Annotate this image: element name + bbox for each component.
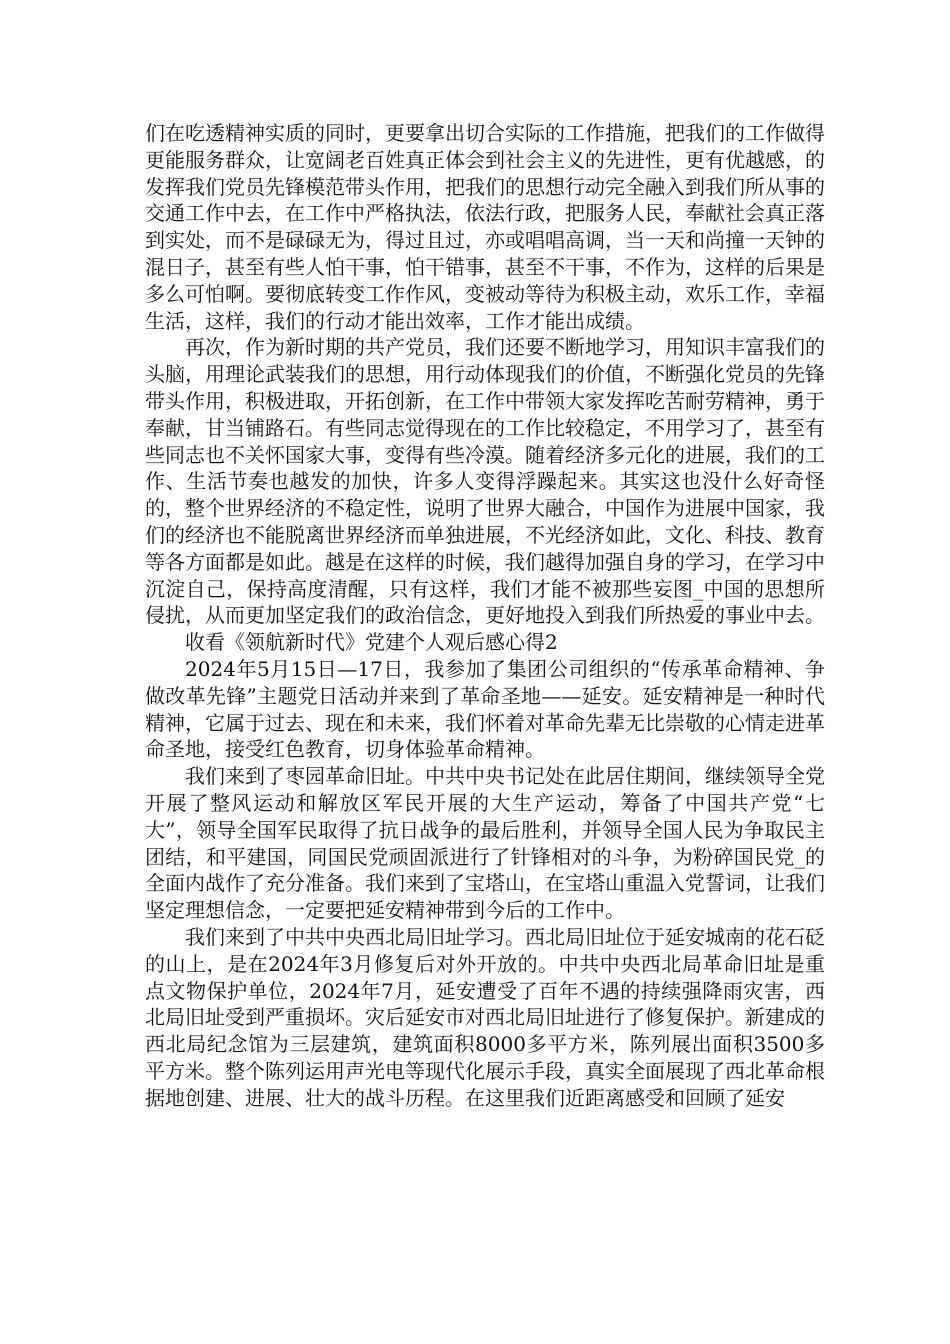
paragraph-continuous-learning: 再次，作为新时期的共产党员，我们还要不断地学习，用知识丰富我们的头脑，用理论武装我们的思想，用行动体现我们的价值，不断强化党员的先锋带头作用，积极进取，开拓创新，在工作中带领大家发挥吃苦耐劳精神，勇于奉献，甘当铺路石。有些同志觉得现在的工作比较稳定，不用学习了，甚至有些同志也不关怀国家大事，变得有些冷漠。随着经济多元化的进展，我们的工作、生活节奏也越发的加快，许多人变得浮躁起来。其实这也没什么好奇怪的，整个世界经济的不稳定性，说明了世界大融合，中国作为进展中国家，我们的经济也不能脱离世界经济而单独进展，不光经济如此，文化、科技、教育等各方面都是如此。越是在这样的时候，我们越得加强自身的学习，在学习中沉淀自己，保持高度清醒，只有这样，我们才能不被那些妄图_中国的思想所侵扰，从而更加坚定我们的政治信念，更好地投入到我们所热爱的事业中去。 (145, 335, 825, 628)
paragraph-zaoyuan-site: 我们来到了枣园革命旧址。中共中央书记处在此居住期间，继续领导全党开展了整风运动和解放区军民开展的大生产运动，筹备了中国共产党“七大”，领导全国军民取得了抗日战争的最后胜利，并领导全国人民为争取民主团结，和平建国，同国民党顽固派进行了针锋相对的斗争，为粉碎国民党_的全面内战作了充分准备。我们来到了宝塔山，在宝塔山重温入党誓词，让我们坚定理想信念，一定要把延安精神带到今后的工作中。 (145, 764, 825, 923)
document-page (145, 120, 825, 1111)
section-heading: 收看《领航新时代》党建个人观后感心得2 (185, 630, 558, 655)
paragraph-northwest-bureau: 我们来到了中共中央西北局旧址学习。西北局旧址位于延安城南的花石砭的山上，是在2024年3月修复后对外开放的。中共中央西北局革命旧址是重点文物保护单位，2024年7月，延安遭受了百年不遇的持续强降雨灾害，西北局旧址受到严重损坏。灾后延安市对西北局旧址进行了修复保护。新建成的西北局纪念馆为三层建筑，建筑面积8000多平方米，陈列展出面积3500多平方米。整个陈列运用声光电等现代化展示手段，真实全面展现了西北革命根据地创建、进展、壮大的战斗历程。在这里我们近距离感受和回顾了延安 (145, 924, 825, 1110)
paragraph-yanan-visit: 2024年5月15日—17日，我参加了集团公司组织的“传承革命精神、争做改革先锋”主题党日活动并来到了革命圣地——延安。延安精神是一种时代精神，它属于过去、现在和未来，我们怀着对革命先辈无比崇敬的心情走进革命圣地，接受红色教育，切身体验革命精神。 (145, 656, 825, 762)
paragraph-work-style: 们在吃透精神实质的同时，更要拿出切合实际的工作措施，把我们的工作做得更能服务群众，让宽阔老百姓真正体会到社会主义的先进性，更有优越感，的发挥我们党员先锋模范带头作用，把我们的思想行动完全融入到我们所从事的交通工作中去，在工作中严格执法，依法行政，把服务人民，奉献社会真正落到实处，而不是碌碌无为，得过且过，亦或唱唱高调，当一天和尚撞一天钟的混日子，甚至有些人怕干事，怕干错事，甚至不干事，不作为，这样的后果是多么可怕啊。要彻底转变工作作风，变被动等待为积极主动，欢乐工作，幸福生活，这样，我们的行动才能出效率，工作才能出成绩。 (145, 121, 825, 333)
